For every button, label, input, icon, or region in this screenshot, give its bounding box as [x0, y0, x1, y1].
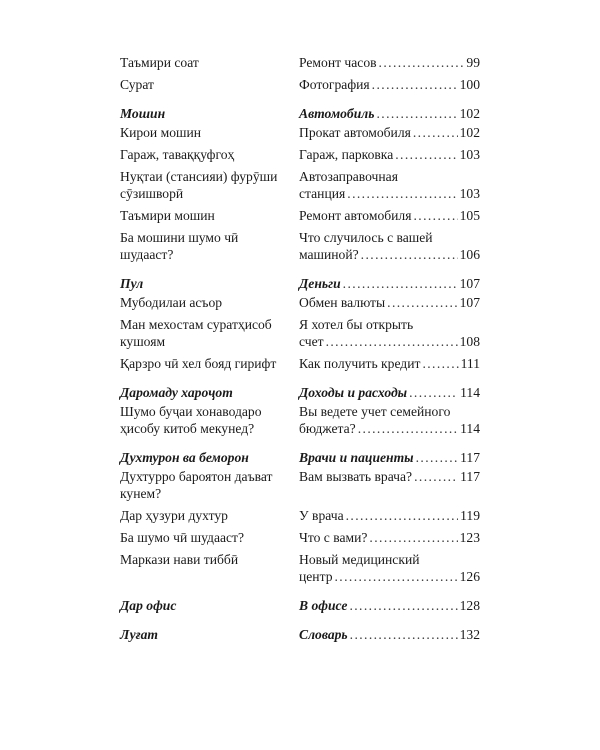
toc-page-number: 117 — [460, 469, 480, 484]
toc-entry — [120, 529, 480, 546]
dot-leader — [349, 597, 457, 614]
dot-leader — [409, 384, 458, 401]
toc-page-number: 111 — [460, 356, 480, 371]
toc-leader-line — [299, 246, 480, 263]
toc-entry — [120, 146, 480, 163]
toc-russian-column — [299, 124, 480, 141]
toc-tajik-title: Шумо буҷаи хонаводаро ҳисобу китоб мекунед? — [120, 404, 262, 436]
toc-tajik-title: Дар офис — [120, 598, 177, 613]
toc-tajik-title: Мошин — [120, 106, 166, 121]
toc-section-header — [120, 275, 480, 292]
dot-leader — [413, 207, 457, 224]
toc-tajik-title: Сурат — [120, 77, 154, 92]
toc-tajik-title: Ба мошини шумо чӣ шудааст? — [120, 230, 239, 262]
dot-leader — [395, 146, 457, 163]
toc-leader-line — [299, 468, 480, 485]
toc-tajik-title: Кирои мошин — [120, 125, 202, 140]
toc-leader-line — [299, 185, 480, 202]
toc-russian-title: Прокат автомобиля — [299, 125, 411, 140]
toc-entry — [120, 76, 480, 93]
toc-russian-title: счет — [299, 334, 324, 349]
toc-leader-line — [299, 420, 480, 437]
toc-leader-line — [299, 597, 480, 614]
toc-entry — [120, 507, 480, 524]
toc-leader-line — [299, 568, 480, 585]
toc-entry — [120, 229, 480, 263]
toc-russian-title: Деньги — [299, 276, 341, 291]
toc-russian-title-line: Автозаправочная — [299, 169, 398, 184]
dot-leader — [413, 124, 458, 141]
toc-russian-title: станция — [299, 186, 346, 201]
toc-leader-line — [299, 105, 480, 122]
toc-russian-title: У врача — [299, 508, 344, 523]
toc-russian-title-line: Вы ведете учет семейного — [299, 404, 451, 419]
dot-leader — [358, 420, 458, 437]
toc-section-header — [120, 597, 480, 614]
toc-page-number: 114 — [460, 385, 480, 400]
toc-page-number: 119 — [460, 508, 480, 523]
dot-leader — [376, 105, 457, 122]
toc-leader-line — [299, 76, 480, 93]
toc-russian-column — [299, 403, 480, 437]
toc-russian-column — [299, 468, 480, 502]
toc-russian-title: Словарь — [299, 627, 348, 642]
toc-russian-column — [299, 54, 480, 71]
toc-page-number: 100 — [459, 77, 480, 92]
toc-leader-line — [299, 529, 480, 546]
toc-entry — [120, 551, 480, 585]
dot-leader — [369, 529, 457, 546]
toc-entry — [120, 355, 480, 372]
toc-russian-column — [299, 294, 480, 311]
toc-tajik-title: Ба шумо чӣ шудааст? — [120, 530, 245, 545]
toc-tajik-title: Луғат — [120, 627, 159, 642]
toc-leader-line — [299, 333, 480, 350]
toc-tajik-title: Гараж, таваққуфгоҳ — [120, 147, 235, 162]
table-of-contents — [120, 54, 480, 645]
toc-leader-line — [299, 626, 480, 643]
toc-tajik-title: Духтурон ва беморон — [120, 450, 249, 465]
toc-page-number: 117 — [460, 450, 480, 465]
toc-russian-title: Фотография — [299, 77, 370, 92]
toc-russian-column — [299, 626, 480, 643]
toc-tajik-title: Таъмири мошин — [120, 208, 215, 223]
toc-russian-column — [299, 316, 480, 350]
toc-russian-column — [299, 168, 480, 202]
toc-russian-title-line: Я хотел бы открыть — [299, 317, 414, 332]
toc-tajik-title: Духтурро бароятон даъват кунем? — [120, 469, 273, 501]
toc-page-number: 102 — [459, 106, 480, 121]
toc-page-number: 107 — [459, 276, 480, 291]
toc-russian-title: Гараж, парковка — [299, 147, 394, 162]
toc-entry — [120, 316, 480, 350]
toc-tajik-title: Нуқтаи (стансияи) фурӯши сӯзишворӣ — [120, 169, 278, 201]
toc-russian-column — [299, 229, 480, 263]
toc-russian-column — [299, 597, 480, 614]
dot-leader — [350, 626, 458, 643]
toc-leader-line — [299, 124, 480, 141]
toc-russian-title: бюджета? — [299, 421, 356, 436]
toc-entry — [120, 54, 480, 71]
toc-page-number: 114 — [460, 421, 480, 436]
toc-page-number: 105 — [459, 208, 480, 223]
toc-russian-column — [299, 507, 480, 524]
toc-russian-column — [299, 355, 480, 372]
toc-tajik-title: Маркази нави тиббӣ — [120, 552, 239, 567]
toc-russian-column — [299, 207, 480, 224]
toc-tajik-title: Дар ҳузури духтур — [120, 508, 228, 523]
toc-russian-title-line: Новый медицинский — [299, 552, 420, 567]
toc-tajik-title: Қарзро чӣ хел бояд гирифт — [120, 356, 277, 371]
toc-section-header — [120, 384, 480, 401]
dot-leader — [347, 185, 457, 202]
toc-russian-column — [299, 384, 480, 401]
toc-russian-column — [299, 146, 480, 163]
dot-leader — [361, 246, 458, 263]
toc-russian-title: машиной? — [299, 247, 359, 262]
toc-russian-title: Обмен валюты — [299, 295, 386, 310]
toc-russian-column — [299, 76, 480, 93]
toc-leader-line — [299, 355, 480, 372]
toc-tajik-title: Ман мехостам суратҳисоб кушоям — [120, 317, 272, 349]
dot-leader — [335, 568, 458, 585]
dot-leader — [422, 355, 458, 372]
toc-page-number: 107 — [459, 295, 480, 310]
toc-russian-title-line: Что случилось с вашей — [299, 230, 433, 245]
toc-russian-column — [299, 551, 480, 585]
dot-leader — [414, 468, 458, 485]
toc-section-header — [120, 626, 480, 643]
toc-leader-line — [299, 449, 480, 466]
dot-leader — [416, 449, 459, 466]
dot-leader — [346, 507, 459, 524]
toc-russian-title: Вам вызвать врача? — [299, 469, 413, 484]
toc-page-number: 106 — [459, 247, 480, 262]
toc-russian-title: Врачи и пациенты — [299, 450, 414, 465]
dot-leader — [343, 275, 458, 292]
toc-entry — [120, 294, 480, 311]
toc-russian-title: Ремонт часов — [299, 55, 377, 70]
toc-leader-line — [299, 384, 480, 401]
toc-leader-line — [299, 275, 480, 292]
toc-page-number: 103 — [459, 147, 480, 162]
toc-russian-title: Доходы и расходы — [299, 385, 408, 400]
toc-russian-column — [299, 529, 480, 546]
toc-leader-line — [299, 54, 480, 71]
toc-leader-line — [299, 146, 480, 163]
toc-page-number: 132 — [459, 627, 480, 642]
dot-leader — [326, 333, 458, 350]
toc-entry — [120, 124, 480, 141]
toc-russian-title: Как получить кредит — [299, 356, 421, 371]
toc-page-number: 102 — [459, 125, 480, 140]
toc-entry — [120, 207, 480, 224]
dot-leader — [387, 294, 457, 311]
toc-russian-column — [299, 449, 480, 466]
toc-tajik-title: Мубодилаи асъор — [120, 295, 223, 310]
toc-page-number: 123 — [459, 530, 480, 545]
toc-tajik-title: Таъмири соат — [120, 55, 199, 70]
toc-entry — [120, 403, 480, 437]
toc-russian-title: В офисе — [299, 598, 348, 613]
toc-leader-line — [299, 207, 480, 224]
toc-leader-line — [299, 507, 480, 524]
toc-russian-title: Что с вами? — [299, 530, 368, 545]
toc-page-number: 99 — [466, 55, 480, 70]
toc-page-number: 128 — [459, 598, 480, 613]
toc-leader-line — [299, 294, 480, 311]
toc-page-number: 126 — [459, 569, 480, 584]
toc-russian-column — [299, 275, 480, 292]
toc-page-number: 108 — [459, 334, 480, 349]
toc-tajik-title: Даромаду хароҷот — [120, 385, 233, 400]
toc-russian-title: Ремонт автомобиля — [299, 208, 412, 223]
toc-entry — [120, 468, 480, 502]
toc-russian-title: Автомобиль — [299, 106, 375, 121]
toc-page-number: 103 — [459, 186, 480, 201]
dot-leader — [372, 76, 458, 93]
dot-leader — [379, 54, 465, 71]
toc-russian-title: центр — [299, 569, 333, 584]
toc-russian-column — [299, 105, 480, 122]
toc-entry — [120, 168, 480, 202]
toc-section-header — [120, 105, 480, 122]
toc-section-header — [120, 449, 480, 466]
toc-tajik-title: Пул — [120, 276, 144, 291]
